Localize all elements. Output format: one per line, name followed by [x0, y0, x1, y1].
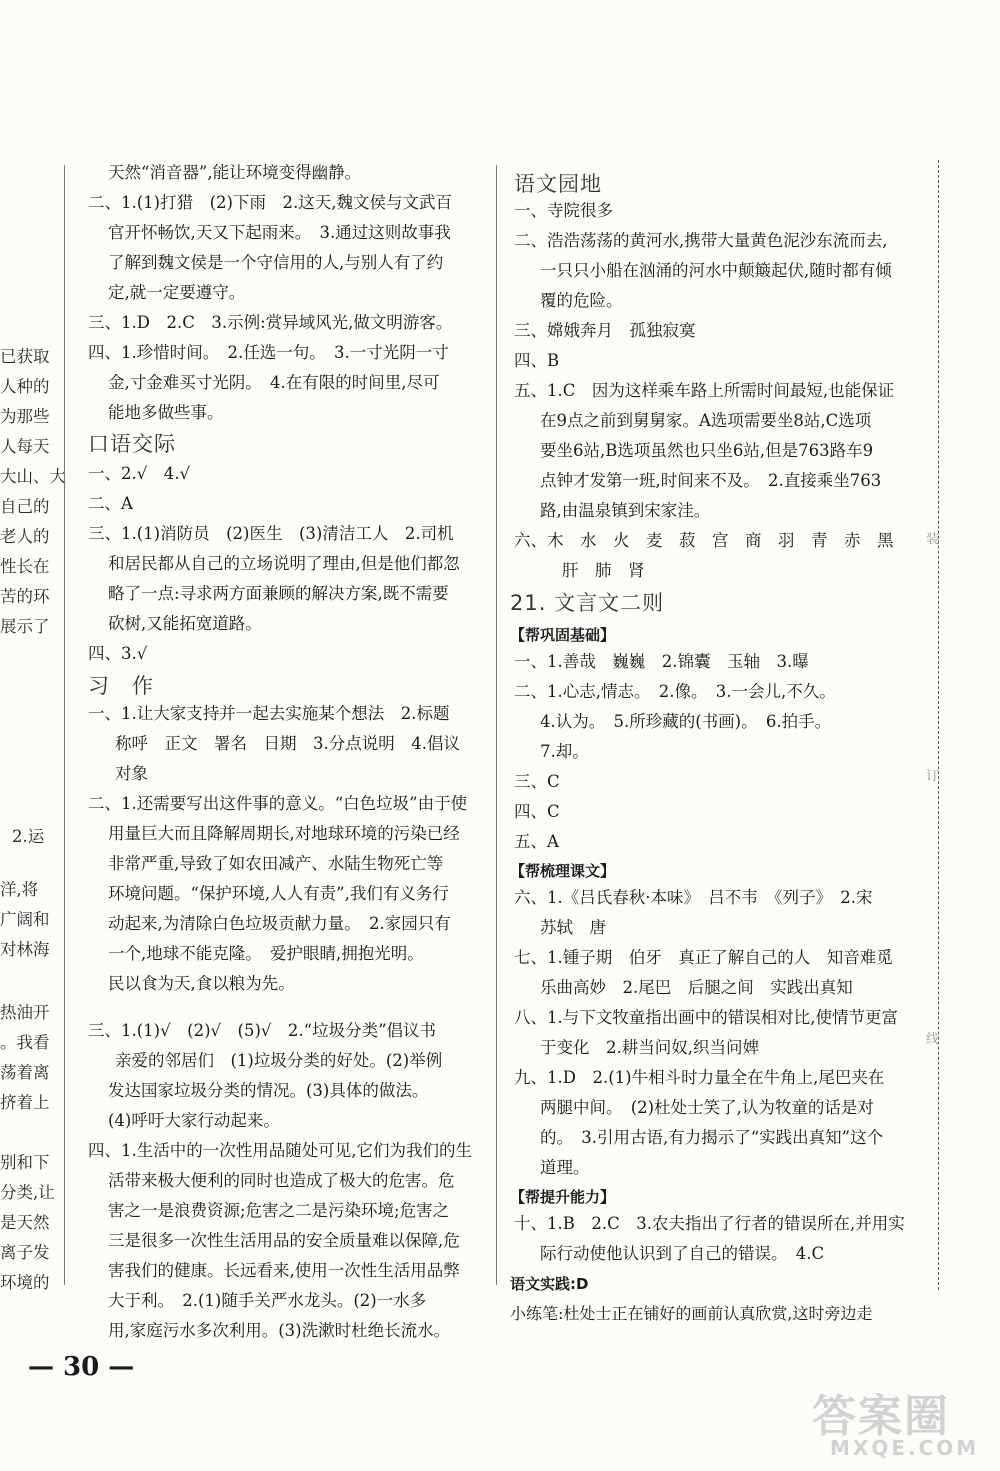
fragment: 2.运 — [12, 827, 45, 846]
fragment: 已获取 — [0, 347, 50, 366]
answer-line: 用,家庭污水多次利用。(3)洗漱时杜绝长流水。 — [108, 1321, 451, 1340]
answer-line: 环境问题。“保护环境,人人有责”,我们有义务行 — [108, 884, 449, 903]
fragment: 苦的环 — [0, 587, 50, 606]
answer-line: 二、1.(1)打猎 (2)下雨 2.这天,魏文侯与文武百 — [88, 193, 452, 212]
answer-line: 定,就一定要遵守。 — [108, 283, 246, 302]
answer-line: 害我们的健康。长远看来,使用一次性生活用品弊 — [108, 1261, 460, 1280]
fragment: 别和下 — [0, 1153, 50, 1172]
answer-line: 苏轼 唐 — [540, 918, 606, 937]
answer-line: 三、1.D 2.C 3.示例:赏异域风光,做文明游客。 — [88, 313, 453, 332]
fragment: 热油开 — [0, 1003, 50, 1022]
answer-line: 四、B — [514, 351, 560, 370]
answer-line: 要坐6站,B选项虽然也只坐6站,但是763路车9 — [540, 441, 874, 460]
answer-line: 两腿中间。 (2)杜处士笑了,认为牧童的话是对 — [540, 1098, 874, 1117]
watermark-url: MXQE.COM — [830, 1436, 980, 1460]
page-number: — 30 — — [28, 1352, 135, 1382]
answer-line: 发达国家垃圾分类的情况。(3)具体的做法。 — [108, 1081, 429, 1100]
answer-line: 了解到魏文侯是一个守信用的人,与别人有了约 — [108, 253, 444, 272]
fragment: 离子发 — [0, 1243, 50, 1262]
subsection-basic: 【帮巩固基础】 — [510, 626, 616, 644]
answer-line: 三、嫦娥奔月 孤独寂寞 — [514, 321, 696, 340]
answer-line: 金,寸金难买寸光阴。 4.在有限的时间里,尽可 — [108, 373, 440, 392]
answer-line: 能地多做些事。 — [108, 403, 224, 422]
fragment: 广阔和 — [0, 910, 50, 929]
section-heading-yuwen: 语文园地 — [514, 172, 602, 196]
subsection-text: 【帮梳理课文】 — [510, 862, 616, 880]
fragment: 自己的 — [0, 497, 50, 516]
answer-line: 亲爱的邻居们 (1)垃圾分类的好处。(2)举例 — [115, 1051, 443, 1070]
subsection-ability: 【帮提升能力】 — [510, 1188, 616, 1206]
answer-line: 二、浩浩荡荡的黄河水,携带大量黄色泥沙东流而去, — [514, 231, 888, 250]
answer-line: 4.认为。 5.所珍藏的(书画)。 6.拍手。 — [540, 712, 832, 731]
answer-line: 肝 肺 肾 — [562, 561, 645, 580]
column-divider — [496, 165, 497, 1285]
answer-line: 四、1.生活中的一次性用品随处可见,它们为我们的生 — [88, 1141, 472, 1160]
answer-line: 三、1.(1)消防员 (2)医生 (3)清洁工人 2.司机 — [88, 524, 454, 543]
fragment: 荡着离 — [0, 1063, 50, 1082]
answer-line: 天然“消音器”,能让环境变得幽静。 — [108, 163, 362, 182]
answer-line: 九、1.D 2.(1)牛相斗时力量全在牛角上,尾巴夹在 — [514, 1068, 885, 1087]
answer-line: 的。 3.引用古语,有力揭示了“实践出真知”这个 — [540, 1128, 884, 1147]
answer-line: 用量巨大而且降解周期长,对地球环境的污染已经 — [108, 824, 460, 843]
fragment: 。我看 — [0, 1033, 50, 1052]
answer-line: 七、1.锺子期 伯牙 真正了解自己的人 知音难觅 — [514, 948, 893, 967]
answer-line: 三、C — [514, 772, 560, 791]
answer-line: 际行动使他认识到了自己的错误。 4.C — [540, 1244, 825, 1263]
answer-line: 四、1.珍惜时间。 2.任选一句。 3.一寸光阴一寸 — [88, 343, 449, 362]
answer-line: 一、寺院很多 — [514, 201, 613, 220]
answer-line: 活带来极大便利的同时也造成了极大的危害。危 — [108, 1171, 455, 1190]
answer-line: 一个,地球不能克隆。 爱护眼睛,拥抱光明。 — [108, 944, 424, 963]
answer-line: 乐曲高妙 2.尾巴 后腿之间 实践出真知 — [540, 978, 853, 997]
fragment: 性长在 — [0, 557, 50, 576]
gutter-label: 线 — [926, 1032, 940, 1047]
answer-line: 害之一是浪费资源;危害之二是污染环境;危害之 — [108, 1201, 450, 1220]
fragment: 洋,将 — [0, 880, 39, 899]
answer-line: 三、1.(1)√ (2)√ (5)√ 2.“垃圾分类”倡议书 — [88, 1021, 437, 1040]
answer-line: 砍树,又能拓宽道路。 — [108, 614, 262, 633]
fragment: 是天然 — [0, 1213, 50, 1232]
fragment: 为那些 — [0, 407, 50, 426]
answer-line: 在9点之前到舅舅家。A选项需要坐8站,C选项 — [540, 411, 872, 430]
fragment: 人种的 — [0, 377, 50, 396]
answer-line: 点钟才发第一班,时间来不及。 2.直接乘坐763 — [540, 471, 882, 490]
answer-line: 和居民都从自己的立场说明了理由,但是他们都忽 — [108, 554, 460, 573]
answer-line: 一、1.善哉 巍巍 2.锦囊 玉轴 3.曝 — [514, 652, 809, 671]
lesson-heading: 21. 文言文二则 — [510, 591, 665, 615]
answer-line: 十、1.B 2.C 3.农夫指出了行者的错误所在,并用实 — [514, 1214, 905, 1233]
fragment: 展示了 — [0, 617, 50, 636]
small-writing: 小练笔:杜处士正在铺好的画前认真欣赏,这时旁边走 — [510, 1304, 873, 1323]
fragment: 老人的 — [0, 527, 50, 546]
column-divider — [64, 165, 65, 1285]
answer-line: 四、C — [514, 802, 560, 821]
fragment: 分类,让 — [0, 1183, 55, 1202]
answer-line: 一只只小船在汹涌的河水中颠簸起伏,随时都有倾 — [540, 261, 892, 280]
answer-line: 对象 — [115, 764, 148, 783]
answer-line: 于变化 2.耕当问奴,织当问婢 — [540, 1038, 759, 1057]
answer-line: 五、A — [514, 832, 559, 851]
answer-line: (4)呼吁大家行动起来。 — [108, 1111, 280, 1130]
answer-line: 四、3.√ — [88, 644, 148, 663]
answer-line: 二、A — [88, 494, 133, 513]
binding-dashed-line — [938, 160, 939, 1290]
answer-line: 路,由温泉镇到宋家洼。 — [540, 501, 711, 520]
answer-line: 大于利。 2.(1)随手关严水龙头。(2)一水多 — [108, 1291, 427, 1310]
gutter-label: 装 — [926, 532, 940, 547]
fragment: 对林海 — [0, 940, 50, 959]
answer-line: 五、1.C 因为这样乘车路上所需时间最短,也能保证 — [514, 381, 895, 400]
answer-line: 称呼 正文 署名 日期 3.分点说明 4.倡议 — [115, 734, 460, 753]
watermark-logo: 答案圈 — [812, 1391, 950, 1442]
answer-line: 道理。 — [540, 1158, 590, 1177]
answer-line: 八、1.与下文牧童指出画中的错误相对比,使情节更富 — [514, 1008, 898, 1027]
answer-line: 一、2.√ 4.√ — [88, 464, 191, 483]
answer-line: 民以食为天,食以粮为先。 — [108, 974, 295, 993]
section-heading-oral: 口语交际 — [88, 432, 176, 456]
answer-line: 二、1.还需要写出这件事的意义。“白色垃圾”由于使 — [88, 794, 468, 813]
fragment: 大山、大 — [0, 467, 66, 486]
answer-line: 六、1.《吕氏春秋·本味》 吕不韦 《列子》 2.宋 — [514, 888, 873, 907]
answer-line: 动起来,为清除白色垃圾贡献力量。 2.家园只有 — [108, 914, 451, 933]
answer-line: 7.却。 — [540, 742, 589, 761]
answer-line: 二、1.心志,情志。 2.像。 3.一会儿,不久。 — [514, 682, 836, 701]
answer-line: 一、1.让大家支持并一起去实施某个想法 2.标题 — [88, 704, 450, 723]
fragment: 人每天 — [0, 437, 50, 456]
answer-line: 覆的危险。 — [540, 291, 623, 310]
answer-line: 非常严重,导致了如农田减产、水陆生物死亡等 — [108, 854, 444, 873]
section-heading-writing: 习 作 — [88, 674, 154, 698]
practice-answer: 语文实践:D — [510, 1275, 589, 1293]
gutter-label: 订 — [926, 769, 940, 784]
answer-line: 六、木 水 火 麦 菽 宫 商 羽 青 赤 黑 — [514, 531, 894, 550]
fragment: 环境的 — [0, 1273, 50, 1292]
answer-line: 官开怀畅饮,天又下起雨来。 3.通过这则故事我 — [108, 223, 451, 242]
fragment: 挤着上 — [0, 1093, 50, 1112]
answer-line: 略了一点:寻求两方面兼顾的解决方案,既不需要 — [108, 584, 449, 603]
answer-line: 三是很多一次性生活用品的安全质量难以保障,危 — [108, 1231, 460, 1250]
